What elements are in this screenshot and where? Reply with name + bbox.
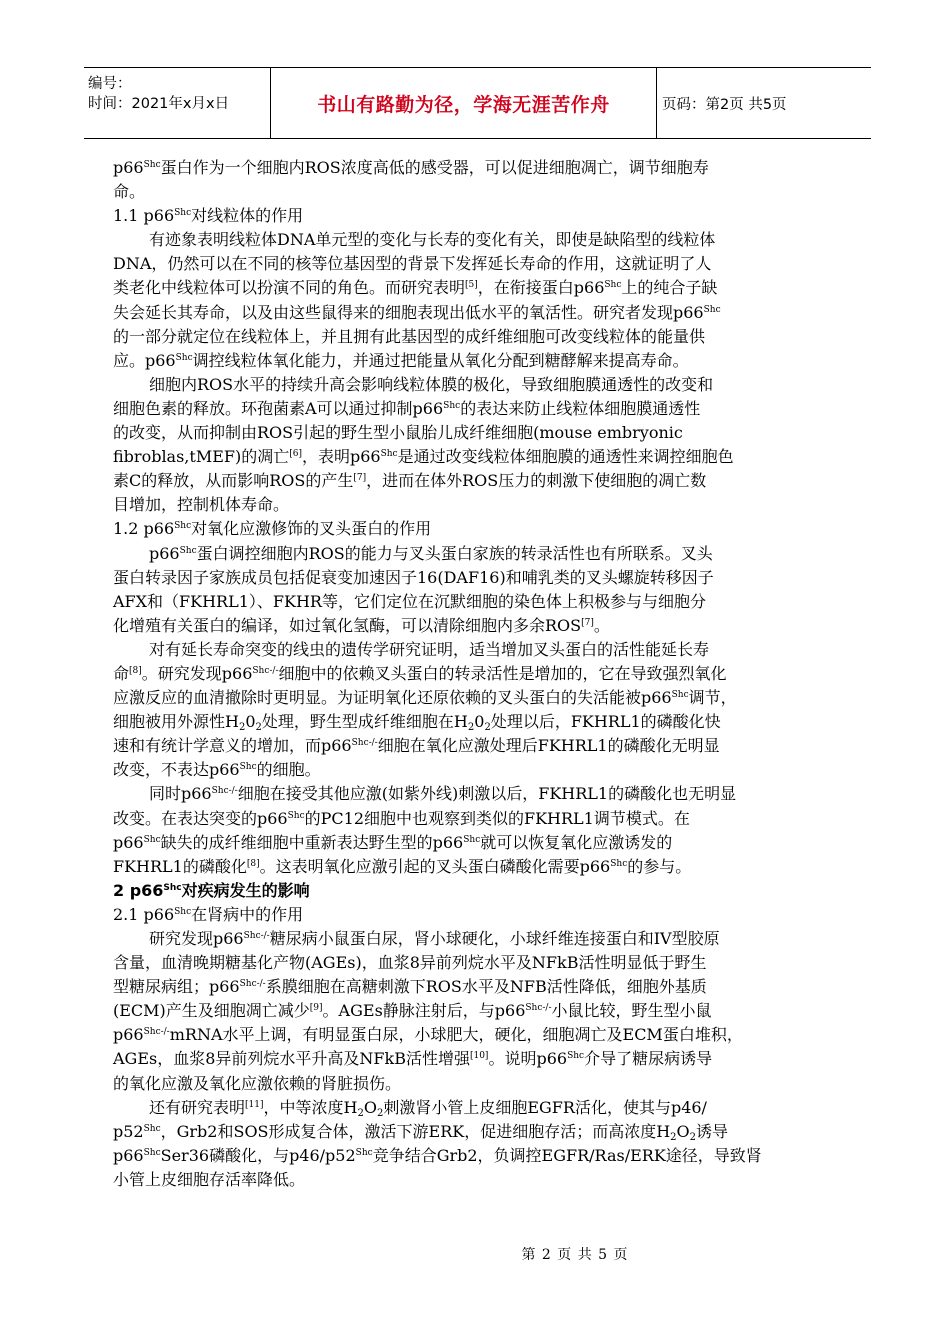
text-line: 1.1 $p66^{Shc}$对线粒体的作用 — [113, 206, 304, 226]
text-line: 素C的释放，从而影响ROS的产生[7]，进而在体外ROS压力的刺激下使细胞的凋亡数 — [113, 471, 707, 491]
text-line: 命[8]。研究发现$p66^{Shc-/-}$细胞中的依赖叉头蛋白的转录活性是增加的，它在导致强烈氧化 — [113, 663, 727, 683]
text-line: 型糖尿病组；$p66^{Shc-/-}$系膜细胞在高糖刺激下ROS水平及NFB活性降低，细胞外基质 — [113, 977, 707, 997]
text-line: 对有延长寿命突变的线虫的遗传学研究证明，适当增加叉头蛋白的活性能延长寿 — [149, 639, 710, 659]
text-line: FKHRL1的磷酸化[8]。这表明氧化应激引起的叉头蛋白磷酸化需要$p66^{Shc}$的参与。 — [113, 856, 692, 876]
text-line: 命。 — [113, 182, 146, 202]
header-meta — [88, 74, 268, 114]
text-line: 细胞色素的释放。环孢菌素A可以通过抑制$p66^{Shc}$的表达来防止线粒体细胞膜通透性 — [113, 398, 701, 418]
text-line: 同时$p66^{Shc-/-}$细胞在接受其他应激(如紫外线)刺激以后，FKHRL1的磷酸化也无明显 — [149, 784, 737, 804]
header-page-label: 页码：第2页 共5页 — [662, 96, 787, 113]
text-line: $p66^{Shc}$蛋白调控细胞内ROS的能力与叉头蛋白家族的转录活性也有所联系。叉头 — [149, 543, 713, 563]
text-line: $p52^{Shc}$，Grb2和SOS形成复合体，激活下游ERK，促进细胞存活；而高浓度$H_2O_2$诱导 — [113, 1121, 729, 1143]
text-line: 目增加，控制机体寿命。 — [113, 495, 290, 515]
text-line: 还有研究表明[11]，中等浓度$H_2O_2$刺激肾小管上皮细胞EGFR活化，使其与p46/ — [149, 1097, 707, 1119]
text-line: 2.1 $p66^{Shc}$在肾病中的作用 — [113, 904, 304, 924]
page-header — [84, 67, 871, 139]
page-footer: 第 2 页 共 5 页 — [521, 1247, 629, 1263]
text-line: 小管上皮细胞存活率降低。 — [113, 1169, 306, 1189]
text-line: 类老化中线粒体可以扮演不同的角色。而研究表明[5]，在衔接蛋白$p66^{Shc}$上的纯合子缺 — [113, 278, 718, 298]
text-line: $p66^{Shc}$缺失的成纤维细胞中重新表达野生型的$p66^{Shc}$就可以恢复氧化应激诱发的 — [113, 832, 673, 852]
header-divider — [656, 68, 657, 138]
doc-number-label: 编号： — [88, 76, 132, 92]
text-line: AGEs，血浆8异前列烷水平升高及NFkB活性增强[10]。说明$p66^{Shc}$介导了糖尿病诱导 — [113, 1049, 713, 1069]
text-line: 速和有统计学意义的增加，而$p66^{Shc-/-}$细胞在氧化应激处理后FKHRL1的磷酸化无明显 — [113, 736, 720, 756]
text-line: 1.2 $p66^{Shc}$对氧化应激修饰的叉头蛋白的作用 — [113, 519, 432, 539]
text-line: 化增殖有关蛋白的编译，如过氧化氢酶，可以清除细胞内多余ROS[7]。 — [113, 615, 610, 635]
text-line: DNA，仍然可以在不同的核等位基因型的背景下发挥延长寿命的作用，这就证明了人 — [113, 254, 712, 274]
doc-time-label: 时间：2021年x月x日 — [88, 96, 230, 112]
text-line: 改变，不表达$p66^{Shc}$的细胞。 — [113, 760, 321, 780]
text-line: 含量，血清晚期糖基化产物(AGEs)，血浆8异前列烷水平及NFkB活性明显低于野生 — [113, 953, 707, 973]
text-line: 有迹象表明线粒体DNA单元型的变化与长寿的变化有关，即使是缺陷型的线粒体 — [149, 230, 716, 250]
text-line: 蛋白转录因子家族成员包括促衰变加速因子16(DAF16)和哺乳类的叉头螺旋转移因子 — [113, 567, 714, 587]
text-line: (ECM)产生及细胞凋亡减少[9]。AGEs静脉注射后，与$p66^{Shc-/-}$小鼠比较，野生型小鼠 — [113, 1001, 712, 1021]
text-line: 研究发现$p66^{Shc-/-}$糖尿病小鼠蛋白尿，肾小球硬化，小球纤维连接蛋白和IV型胶原 — [149, 929, 720, 948]
text-line: fibroblas,tMEF)的凋亡[6]，表明$p66^{Shc}$是通过改变线粒体细胞膜的通透性来调控细胞色 — [113, 447, 734, 467]
text-line: 的氧化应激及氧化应激依赖的肾脏损伤。 — [113, 1073, 402, 1093]
text-line: 2 $p66^{Shc}$对疾病发生的影响 — [113, 880, 310, 900]
text-line: 改变。在表达突变的$p66^{Shc}$的PC12细胞中也观察到类似的FKHRL1调节模式。在 — [113, 808, 690, 828]
body-text — [113, 156, 848, 1192]
text-line: 的一部分就定位在线粒体上，并且拥有此基因型的成纤维细胞可改变线粒体的能量供 — [113, 326, 706, 346]
text-line: $p66^{Shc-/-}mRNA$水平上调，有明显蛋白尿，小球肥大，硬化，细胞凋亡及ECM蛋白堆积， — [113, 1025, 743, 1045]
text-line: 应。$p66^{Shc}$调控线粒体氧化能力，并通过把能量从氧化分配到糖酵解来提高寿命。 — [113, 350, 689, 370]
text-line: 细胞内ROS水平的持续升高会影响线粒体膜的极化，导致细胞膜通透性的改变和 — [149, 374, 714, 394]
text-line: 的改变，从而抑制由ROS引起的野生型小鼠胎儿成纤维细胞(mouse embryonic — [113, 423, 683, 443]
text-line: 应激反应的血清撤除时更明显。为证明氧化还原依赖的叉头蛋白的失活能被$p66^{Shc}$调节， — [113, 688, 737, 708]
text-line: 失会延长其寿命，以及由这些鼠得来的细胞表现出低水平的氧活性。研究者发现$p66^{Shc}$ — [113, 302, 721, 322]
header-motto: 书山有路勤为径，学海无涯苦作舟 — [317, 93, 610, 116]
text-line: AFX和（FKHRL1）、FKHR等，它们定位在沉默细胞的染色体上积极参与与细胞分 — [113, 591, 706, 611]
text-line: $p66^{Shc}$蛋白作为一个细胞内ROS浓度高低的感受器，可以促进细胞凋亡，调节细胞寿 — [113, 158, 709, 177]
text-line: $p66^{Shc}Ser36$磷酸化，与$p46/p52^{Shc}$竞争结合Grb2，负调控EGFR/Ras/ERK途径，导致肾 — [113, 1145, 762, 1165]
text-line: 细胞被用外源性$H_20_2$处理，野生型成纤维细胞在$H_20_2$处理以后，FKHRL1的磷酸化快 — [113, 712, 721, 734]
